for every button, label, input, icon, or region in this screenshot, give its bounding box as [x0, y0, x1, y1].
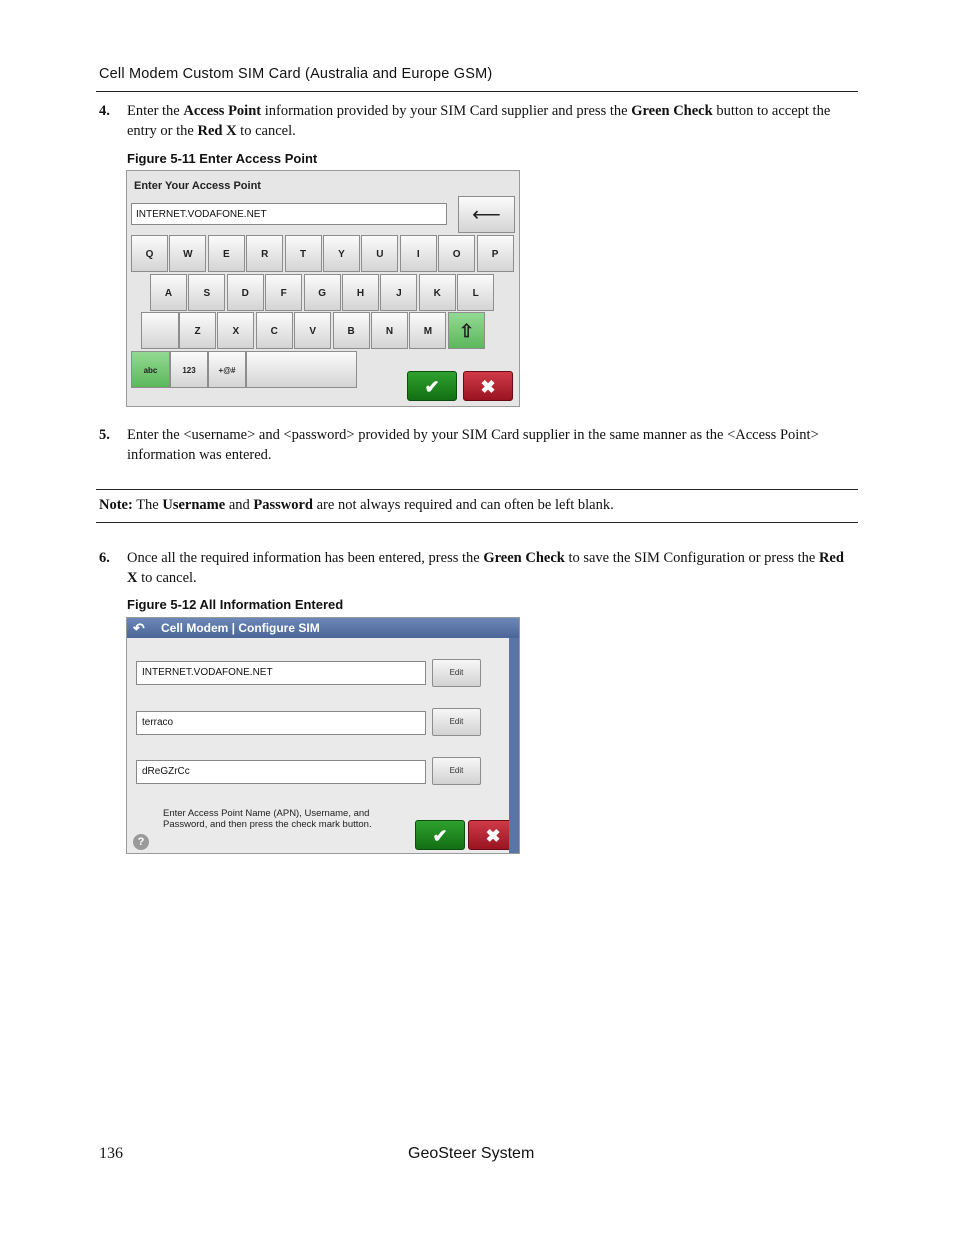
red-x-button[interactable]: ✖ — [468, 820, 518, 850]
screen-title: Cell Modem | Configure SIM — [161, 621, 320, 635]
page-number: 136 — [99, 1145, 123, 1162]
running-header: Cell Modem Custom SIM Card (Australia and Europe GSM) — [99, 66, 493, 82]
symbol-mode-key[interactable]: +@# — [208, 351, 246, 388]
blank-key[interactable] — [141, 312, 179, 349]
key-m[interactable]: M — [409, 312, 446, 349]
step-6 — [99, 548, 844, 588]
key-k[interactable]: K — [419, 274, 456, 311]
step-text: Enter the Access Point information provided by your SIM Card supplier and press the Green Check button to accept the entry or the Red X to cancel. — [127, 103, 831, 139]
note: Note: The Username and Password are not always required and can often be left blank. — [99, 497, 614, 513]
red-x-button[interactable]: ✖ — [463, 371, 513, 401]
key-q[interactable]: Q — [131, 235, 168, 272]
step-text: Enter the <username> and <password> provided by your SIM Card supplier in the same manner as the <Access Point> information was entered. — [127, 427, 819, 463]
key-i[interactable]: I — [400, 235, 437, 272]
key-b[interactable]: B — [333, 312, 370, 349]
access-point-input[interactable]: INTERNET.VODAFONE.NET — [131, 203, 447, 225]
key-w[interactable]: W — [169, 235, 206, 272]
key-a[interactable]: A — [150, 274, 187, 311]
key-t[interactable]: T — [285, 235, 322, 272]
key-l[interactable]: L — [457, 274, 494, 311]
green-check-button[interactable]: ✔ — [415, 820, 465, 850]
step-4 — [99, 101, 844, 141]
numeric-mode-key[interactable]: 123 — [170, 351, 208, 388]
key-p[interactable]: P — [477, 235, 514, 272]
shift-key[interactable]: ⇧ — [448, 312, 485, 349]
key-c[interactable]: C — [256, 312, 293, 349]
key-n[interactable]: N — [371, 312, 408, 349]
key-e[interactable]: E — [208, 235, 245, 272]
green-check-button[interactable]: ✔ — [407, 371, 457, 401]
key-d[interactable]: D — [227, 274, 264, 311]
key-y[interactable]: Y — [323, 235, 360, 272]
space-key[interactable] — [246, 351, 357, 388]
figure-caption: Figure 5-11 Enter Access Point — [127, 151, 318, 166]
key-g[interactable]: G — [304, 274, 341, 311]
configure-sim-screen — [126, 617, 520, 854]
key-j[interactable]: J — [380, 274, 417, 311]
footer-title: GeoSteer System — [408, 1145, 535, 1162]
key-r[interactable]: R — [246, 235, 283, 272]
step-text: Once all the required information has been entered, press the Green Check to save the SIM Configuration or press the Red X to cancel. — [127, 550, 844, 586]
edit-username-button[interactable]: Edit — [432, 708, 481, 736]
back-arrow-icon[interactable]: ↶ — [133, 620, 145, 636]
key-x[interactable]: X — [217, 312, 254, 349]
note-bottom-rule — [96, 522, 858, 523]
key-z[interactable]: Z — [179, 312, 216, 349]
title-bar — [127, 618, 519, 638]
note-top-rule — [96, 489, 858, 490]
step-number: 4. — [99, 103, 110, 119]
abc-mode-key[interactable]: abc — [131, 351, 170, 388]
username-field[interactable]: terraco — [136, 711, 426, 735]
help-icon[interactable]: ? — [133, 834, 149, 850]
step-5 — [99, 425, 844, 465]
apn-field[interactable]: INTERNET.VODAFONE.NET — [136, 661, 426, 685]
help-text: Enter Access Point Name (APN), Username, and Password, and then press the check mark button. — [163, 808, 372, 830]
figure-caption: Figure 5-12 All Information Entered — [127, 597, 344, 612]
key-v[interactable]: V — [294, 312, 331, 349]
side-bar — [509, 638, 519, 853]
step-number: 5. — [99, 427, 110, 443]
keyboard-title: Enter Your Access Point — [134, 180, 261, 192]
form-panel — [127, 638, 509, 853]
keyboard-screen — [126, 170, 520, 407]
key-u[interactable]: U — [361, 235, 398, 272]
step-number: 6. — [99, 550, 110, 566]
header-rule — [96, 91, 858, 92]
edit-password-button[interactable]: Edit — [432, 757, 481, 785]
key-f[interactable]: F — [265, 274, 302, 311]
key-h[interactable]: H — [342, 274, 379, 311]
key-s[interactable]: S — [188, 274, 225, 311]
password-field[interactable]: dReGZrCc — [136, 760, 426, 784]
key-o[interactable]: O — [438, 235, 475, 272]
backspace-key[interactable]: ⟵ — [458, 196, 515, 233]
edit-apn-button[interactable]: Edit — [432, 659, 481, 687]
